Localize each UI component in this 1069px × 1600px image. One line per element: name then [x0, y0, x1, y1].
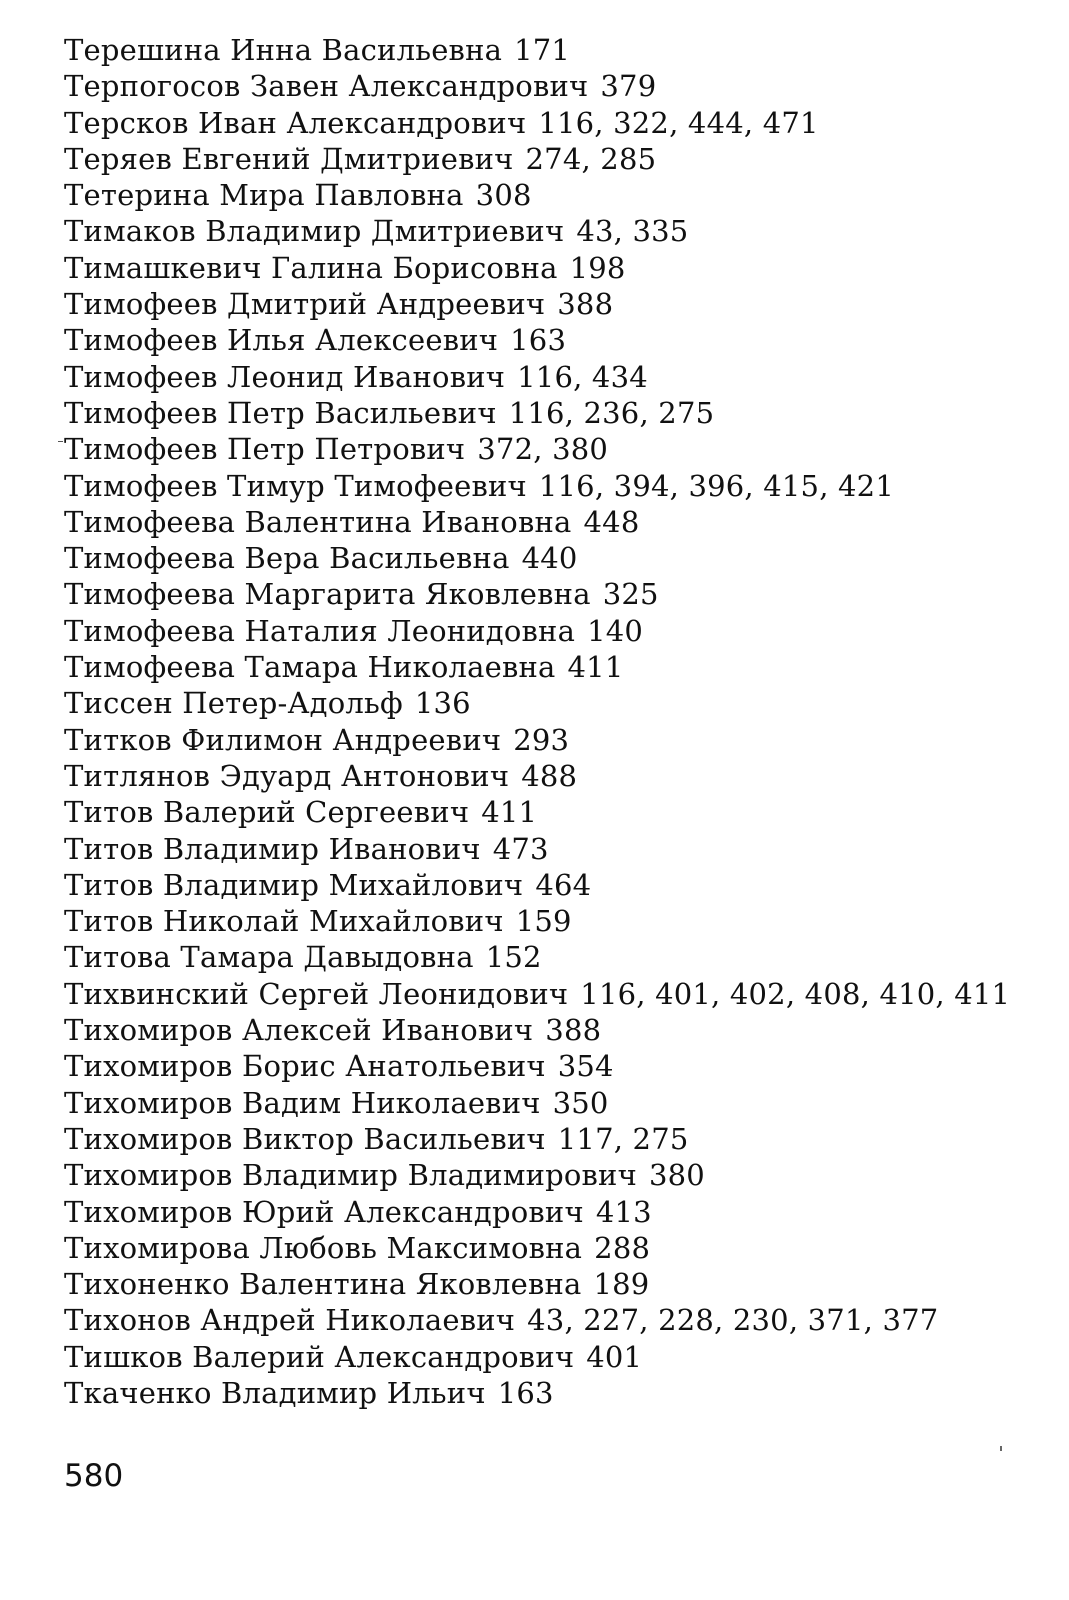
- index-entry: [64, 68, 1044, 104]
- entry-name: Тиссен Петер-Адольф: [64, 686, 403, 721]
- index-entry: [64, 1302, 1044, 1338]
- name-index-list: [64, 32, 1044, 1411]
- entry-name: Тимофеева Наталия Леонидовна: [64, 613, 576, 648]
- entry-pages: 325: [602, 577, 659, 612]
- entry-pages: 379: [600, 69, 657, 104]
- entry-name: Тихвинский Сергей Леонидович: [64, 976, 569, 1011]
- entry-pages: 117, 275: [557, 1121, 689, 1156]
- entry-name: Тимофеева Вера Васильевна: [64, 541, 510, 576]
- entry-name: Тимашкевич Галина Борисовна: [64, 250, 558, 285]
- entry-name: Титков Филимон Андреевич: [64, 722, 502, 757]
- index-entry: [64, 1375, 1044, 1411]
- entry-pages: 488: [521, 758, 578, 793]
- entry-pages: 116, 236, 275: [508, 395, 715, 430]
- index-entry: [64, 1121, 1044, 1157]
- index-entry: [64, 903, 1044, 939]
- entry-pages: 440: [521, 541, 578, 576]
- index-entry: [64, 141, 1044, 177]
- entry-pages: 350: [552, 1085, 609, 1120]
- index-entry: [64, 359, 1044, 395]
- index-entry: [64, 867, 1044, 903]
- index-entry: [64, 395, 1044, 431]
- entry-pages: 43, 335: [576, 214, 689, 249]
- index-entry: [64, 758, 1044, 794]
- index-entry: [64, 105, 1044, 141]
- index-entry: [64, 1048, 1044, 1084]
- index-entry: [64, 831, 1044, 867]
- entry-name: Тихоненко Валентина Яковлевна: [64, 1267, 582, 1302]
- entry-pages: 308: [475, 178, 532, 213]
- entry-name: Тимофеева Валентина Ивановна: [64, 504, 572, 539]
- entry-name: Терсков Иван Александрович: [64, 105, 527, 140]
- entry-pages: 163: [510, 323, 567, 358]
- entry-name: Титов Владимир Михайлович: [64, 867, 524, 902]
- index-entry: [64, 32, 1044, 68]
- entry-name: Тихомиров Виктор Васильевич: [64, 1121, 546, 1156]
- entry-pages: 372, 380: [477, 432, 609, 467]
- entry-name: Терешина Инна Васильевна: [64, 33, 503, 67]
- entry-pages: 189: [593, 1267, 650, 1302]
- entry-pages: 116, 322, 444, 471: [538, 105, 819, 140]
- entry-name: Тихомиров Владимир Владимирович: [64, 1158, 637, 1193]
- index-entry: [64, 1157, 1044, 1193]
- index-entry: [64, 1266, 1044, 1302]
- entry-name: Тимофеева Тамара Николаевна: [64, 650, 556, 685]
- entry-name: Титов Владимир Иванович: [64, 831, 481, 866]
- index-entry: [64, 431, 1044, 467]
- index-entry: [64, 213, 1044, 249]
- index-entry: [64, 250, 1044, 286]
- entry-pages: 354: [557, 1049, 614, 1084]
- entry-pages: 388: [557, 287, 614, 322]
- entry-name: Титова Тамара Давыдовна: [64, 940, 474, 975]
- margin-mark: [58, 441, 63, 442]
- entry-pages: 116, 394, 396, 415, 421: [538, 468, 894, 503]
- entry-name: Тимофеев Леонид Иванович: [64, 359, 506, 394]
- entry-name: Титов Валерий Сергеевич: [64, 795, 470, 830]
- index-entry: [64, 794, 1044, 830]
- entry-pages: 401: [586, 1339, 643, 1374]
- index-entry: [64, 576, 1044, 612]
- entry-pages: 464: [535, 867, 592, 902]
- entry-name: Тихомиров Алексей Иванович: [64, 1013, 534, 1048]
- entry-name: Тихонов Андрей Николаевич: [64, 1303, 516, 1338]
- index-entry: [64, 613, 1044, 649]
- entry-pages: 288: [594, 1230, 651, 1265]
- entry-name: Ткаченко Владимир Ильич: [64, 1375, 486, 1410]
- entry-pages: 198: [569, 250, 626, 285]
- index-entry: [64, 1085, 1044, 1121]
- print-speck: [1000, 1446, 1002, 1451]
- entry-name: Титлянов Эдуард Антонович: [64, 758, 510, 793]
- entry-name: Тимофеев Илья Алексеевич: [64, 323, 499, 358]
- entry-pages: 163: [497, 1375, 554, 1410]
- entry-pages: 136: [414, 686, 471, 721]
- entry-name: Тишков Валерий Александрович: [64, 1339, 575, 1374]
- index-entry: [64, 722, 1044, 758]
- entry-pages: 380: [648, 1158, 705, 1193]
- index-entry: [64, 322, 1044, 358]
- index-entry: [64, 540, 1044, 576]
- entry-pages: 171: [514, 33, 571, 67]
- index-entry: [64, 468, 1044, 504]
- entry-pages: 388: [545, 1013, 602, 1048]
- entry-pages: 413: [595, 1194, 652, 1229]
- entry-name: Тимофеева Маргарита Яковлевна: [64, 577, 591, 612]
- entry-name: Тимофеев Дмитрий Андреевич: [64, 287, 546, 322]
- index-entry: [64, 1230, 1044, 1266]
- entry-pages: 116, 434: [517, 359, 648, 394]
- entry-pages: 473: [492, 831, 549, 866]
- entry-name: Терпогосов Завен Александрович: [64, 69, 589, 104]
- entry-name: Тихомиров Юрий Александрович: [64, 1194, 584, 1229]
- index-entry: [64, 939, 1044, 975]
- entry-name: Тихомиров Вадим Николаевич: [64, 1085, 541, 1120]
- entry-pages: 293: [513, 722, 570, 757]
- index-entry: [64, 685, 1044, 721]
- entry-name: Теряев Евгений Дмитриевич: [64, 141, 514, 176]
- entry-name: Тихомирова Любовь Максимовна: [64, 1230, 583, 1265]
- page-number: 580: [64, 1458, 124, 1494]
- index-entry: [64, 286, 1044, 322]
- entry-pages: 448: [583, 504, 640, 539]
- index-entry: [64, 177, 1044, 213]
- entry-pages: 140: [587, 613, 644, 648]
- entry-pages: 116, 401, 402, 408, 410, 411: [580, 976, 1011, 1011]
- entry-pages: 152: [485, 940, 542, 975]
- index-entry: [64, 1339, 1044, 1375]
- entry-pages: 274, 285: [525, 141, 657, 176]
- index-entry: [64, 1012, 1044, 1048]
- entry-name: Титов Николай Михайлович: [64, 904, 504, 939]
- entry-name: Тимофеев Тимур Тимофеевич: [64, 468, 527, 503]
- entry-name: Тимаков Владимир Дмитриевич: [64, 214, 565, 249]
- entry-name: Тихомиров Борис Анатольевич: [64, 1049, 546, 1084]
- entry-pages: 159: [515, 904, 572, 939]
- entry-pages: 411: [567, 650, 624, 685]
- entry-pages: 411: [481, 795, 538, 830]
- entry-pages: 43, 227, 228, 230, 371, 377: [527, 1303, 939, 1338]
- index-entry: [64, 976, 1044, 1012]
- entry-name: Тетерина Мира Павловна: [64, 178, 464, 213]
- index-entry: [64, 649, 1044, 685]
- entry-name: Тимофеев Петр Петрович: [64, 432, 466, 467]
- index-entry: [64, 504, 1044, 540]
- index-entry: [64, 1194, 1044, 1230]
- entry-name: Тимофеев Петр Васильевич: [64, 395, 497, 430]
